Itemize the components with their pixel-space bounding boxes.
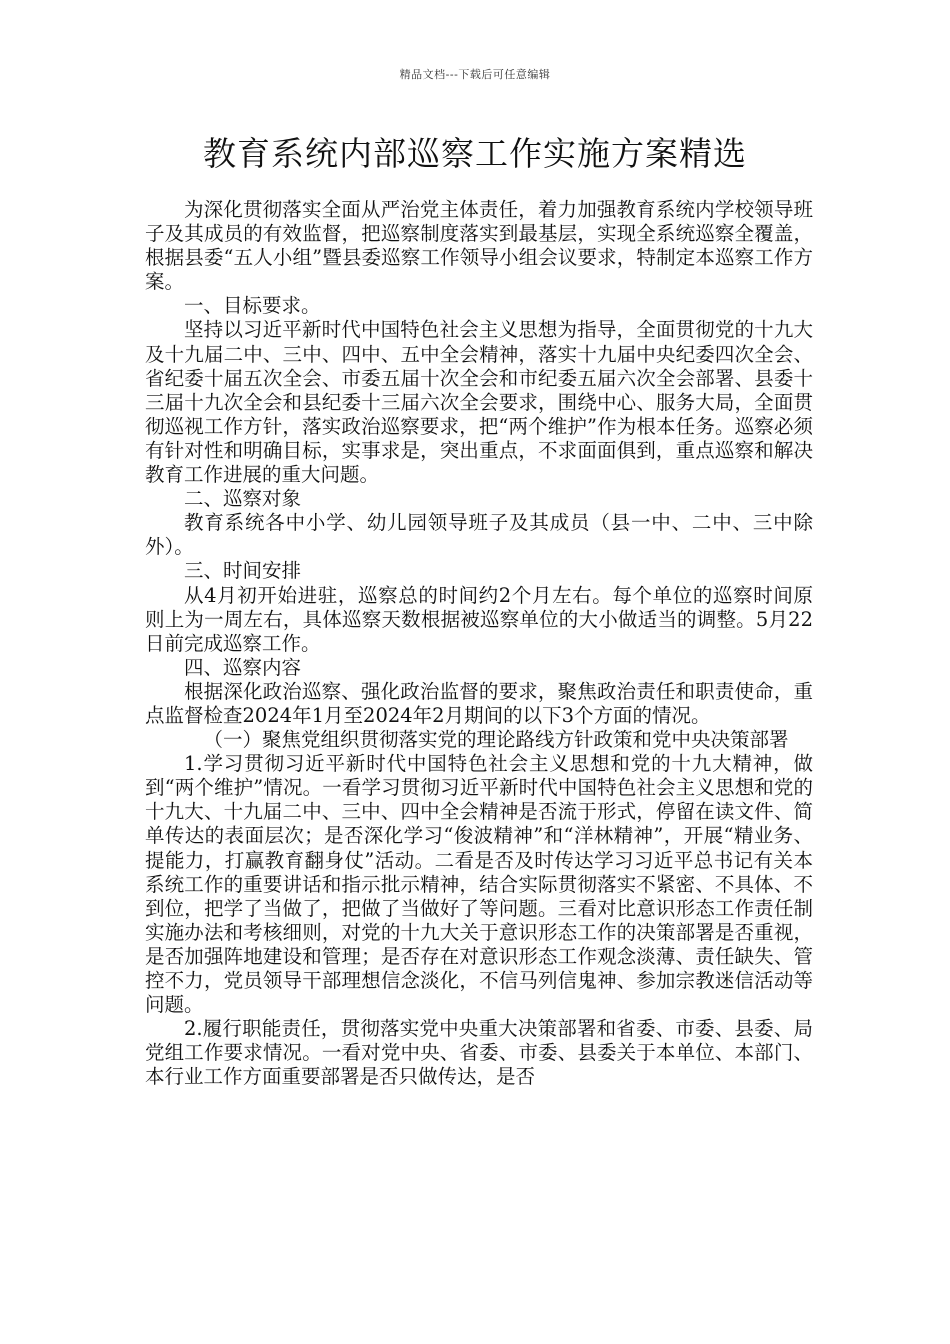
schedule-paragraph: 从4月初开始进驻，巡察总的时间约2个月左右。每个单位的巡察时间原则上为一周左右，具体巡察天数根据被巡察单位的大小做适当的调整。5月22日前完成巡察工作。 — [145, 583, 813, 655]
item-paragraph-2: 2.履行职能责任，贯彻落实党中央重大决策部署和省委、市委、县委、局党组工作要求情况。一看对党中央、省委、市委、县委关于本单位、本部门、本行业工作方面重要部署是否只做传达，是否 — [145, 1017, 813, 1089]
goals-paragraph: 坚持以习近平新时代中国特色社会主义思想为指导，全面贯彻党的十九大及十九届二中、三中、四中、五中全会精神，落实十九届中央纪委四次全会、省纪委十届五次全会、市委五届十次全会和市纪委五届六次全会部署、县委十三届十九次全会和县纪委十三届六次全会要求，围绕中心、服务大局，全面贯彻巡视工作方针，落实政治巡察要求，把“两个维护”作为根本任务。巡察必须有针对性和明确目标，实事求是，突出重点，不求面面俱到，重点巡察和解决教育工作进展的重大问题。 — [145, 318, 813, 487]
subsection-heading-1: （一）聚焦党组织贯彻落实党的理论路线方针政策和党中央决策部署 — [203, 728, 789, 752]
section-heading-schedule: 三、时间安排 — [184, 559, 302, 583]
section-heading-content: 四、巡察内容 — [184, 655, 302, 679]
document-body — [145, 198, 813, 1089]
intro-paragraph: 为深化贯彻落实全面从严治党主体责任，着力加强教育系统内学校领导班子及其成员的有效监督，把巡察制度落实到最基层，实现全系统巡察全覆盖，根据县委“五人小组”暨县委巡察工作领导小组会议要求，特制定本巡察工作方案。 — [145, 198, 813, 294]
section-heading-goals: 一、目标要求。 — [184, 294, 321, 318]
section-heading-targets: 二、巡察对象 — [184, 487, 302, 511]
targets-paragraph: 教育系统各中小学、幼儿园领导班子及其成员（县一中、二中、三中除外）。 — [145, 511, 813, 559]
header-note: 精品文档---下载后可任意编辑 — [399, 68, 551, 81]
item-paragraph-1: 1.学习贯彻习近平新时代中国特色社会主义思想和党的十九大精神，做到“两个维护”情况。一看学习贯彻习近平新时代中国特色社会主义思想和党的十九大、十九届二中、三中、四中全会精神是否流于形式，停留在读文件、简单传达的表面层次；是否深化学习“俊波精神”和“洋林精神”，开展“精业务、提能力，打赢教育翻身仗”活动。二看是否及时传达学习习近平总书记有关本系统工作的重要讲话和指示批示精神，结合实际贯彻落实不紧密、不具体、不到位，把学了当做了，把做了当做好了等问题。三看对比意识形态工作责任制实施办法和考核细则，对党的十九大关于意识形态工作的决策部署是否重视，是否加强阵地建设和管理；是否存在对意识形态工作观念淡薄、责任缺失、管控不力，党员领导干部理想信念淡化，不信马列信鬼神、参加宗教迷信活动等问题。 — [145, 752, 813, 1017]
content-paragraph: 根据深化政治巡察、强化政治监督的要求，聚焦政治责任和职责使命，重点监督检查2024年1月至2024年2月期间的以下3个方面的情况。 — [145, 679, 813, 727]
document-title: 教育系统内部巡察工作实施方案精选 — [203, 134, 747, 173]
